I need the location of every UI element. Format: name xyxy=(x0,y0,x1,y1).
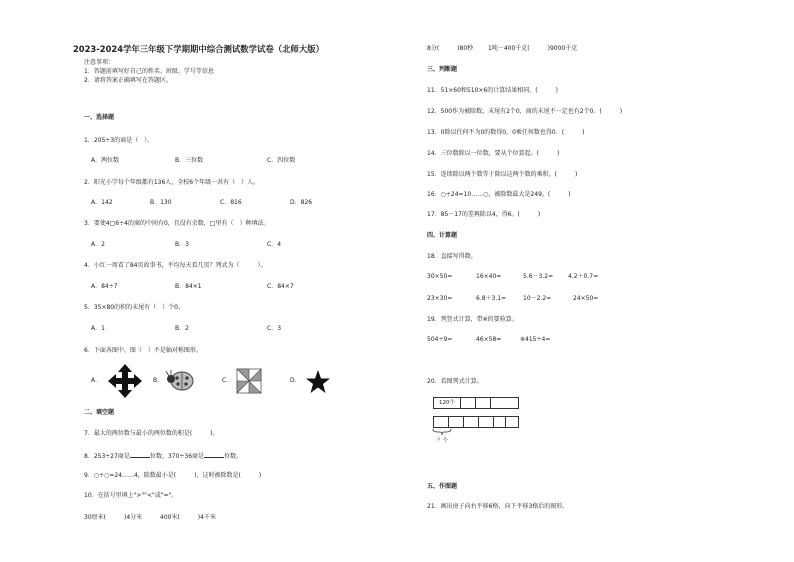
diagram-box-labeled: 120个 xyxy=(433,397,461,409)
option: B．3 xyxy=(175,241,189,248)
option: B．130 xyxy=(150,199,172,206)
diagram-box xyxy=(448,416,464,428)
question-stem: 18．直接写得数。 xyxy=(427,253,477,260)
option: B．2 xyxy=(175,325,189,332)
calc-item: 16×40= xyxy=(476,273,502,280)
option: A．两位数 xyxy=(91,157,120,164)
judge-item: 17．85－17的差再除以4，得6。( ) xyxy=(427,211,541,218)
diagram-box xyxy=(475,397,491,409)
option: A．142 xyxy=(91,199,113,206)
diagram-box xyxy=(433,416,449,428)
option: D． xyxy=(290,377,301,384)
brace-icon xyxy=(432,428,452,436)
section-heading: 三、判断题 xyxy=(427,66,458,73)
question-stem: 7．最大的两位数与最小的两位数的积是( )。 xyxy=(84,430,219,437)
question-stem: 4．小红一周看了84页故事书，平均每天看几页？列式为（ ）。 xyxy=(84,262,267,269)
option: A． xyxy=(91,377,102,384)
diagram-box xyxy=(490,397,519,409)
option: C．816 xyxy=(220,199,242,206)
judge-item: 15．连续除以两个数等于除以这两个数的乘积。( ) xyxy=(427,171,578,178)
compare-item: 30厘米( )4分米 xyxy=(84,514,143,521)
option: C．3 xyxy=(267,325,282,332)
option: B．84×1 xyxy=(175,283,202,290)
calc-item: 24×50= xyxy=(573,295,599,302)
option: B． xyxy=(153,377,164,384)
option: C． xyxy=(222,377,233,384)
judge-item: 14．三位数除以一位数，要从个位算起。( ) xyxy=(427,150,560,157)
section-heading: 四、计算题 xyxy=(427,232,458,239)
star-icon xyxy=(306,370,330,393)
question-stem: 8．253÷27商是 位数，370÷36商是 位数。 xyxy=(84,453,243,460)
question-stem: 21．画出房子向右平移6格，向下平移3格后的图形。 xyxy=(427,503,569,510)
note-item: 1．答题前填写好自己的姓名、班级、学号等信息 xyxy=(84,68,214,75)
diagram-box xyxy=(460,397,476,409)
calc-item: 504÷9= xyxy=(427,336,453,343)
diagram-box xyxy=(505,416,519,428)
diagram-box xyxy=(478,416,494,428)
option: D．826 xyxy=(290,199,313,206)
calc-item: 46×58= xyxy=(476,336,502,343)
judge-item: 12．500作为被除数，末尾有2个0，商的末尾不一定也有2个0。( ) xyxy=(427,108,623,115)
calc-item: 23×30= xyxy=(427,295,453,302)
option: C．四位数 xyxy=(267,157,296,164)
ladybug-icon xyxy=(165,367,197,393)
judge-item: 16．○÷24=10……○，被除数最大是249。( ) xyxy=(427,191,571,198)
question-stem: 6．下面各图中，图（ ）不是轴对称图形。 xyxy=(84,347,202,354)
calc-item: 10－2.2= xyxy=(523,295,552,302)
judge-item: 11．51×60和510×6的计算结果相同。( ) xyxy=(427,87,558,94)
option: A．2 xyxy=(91,241,105,248)
compare-item: 1吨－400千克( )9000千克 xyxy=(488,45,578,52)
question-stem: 3．要使4□6÷4的商的中间有0，且没有余数，□里有（ ）种填法。 xyxy=(84,220,270,227)
question-stem: 9．○÷○=24……4，除数最小是( )，这时被除数是( ) xyxy=(84,472,262,479)
notes-heading: 注意事项： xyxy=(84,59,115,66)
question-stem: 20．看图列式计算。 xyxy=(427,378,483,385)
calc-item: ※415÷4= xyxy=(520,336,551,343)
calc-item: 6.8＋3.1= xyxy=(476,295,507,302)
calc-item: 5.6－3.2= xyxy=(523,273,554,280)
section-heading: 一、选择题 xyxy=(84,114,115,121)
question-stem: 19．列竖式计算，带※的要验算。 xyxy=(427,316,518,323)
question-stem: 10．在括号里填上">""<"或"="。 xyxy=(84,492,178,499)
question-stem: 1．205÷3的商是（ ）。 xyxy=(84,137,154,144)
calc-item: 30×50= xyxy=(427,273,453,280)
option: C．4 xyxy=(267,241,282,248)
compare-item: 400米( )4千米 xyxy=(160,514,216,521)
option: B．三位数 xyxy=(175,157,204,164)
option: A．1 xyxy=(91,325,105,332)
note-item: 2．请将答案正确填写在答题区。 xyxy=(84,77,172,84)
pinwheel-icon xyxy=(236,368,262,394)
question-stem: 2．阳光小学每个年级都有136人，全校6个年级一共有（ ）人。 xyxy=(84,179,260,186)
question-stem: 5．35×80的积的末尾有（ ）个0。 xyxy=(84,304,184,311)
answer-blank[interactable] xyxy=(130,451,150,458)
compare-item: 8分( )80秒 xyxy=(427,45,474,52)
section-heading: 二、填空题 xyxy=(84,409,115,416)
judge-item: 13．0除以任何不为0的数得0，0乘任何数也得0．( ) xyxy=(427,129,585,136)
diagram-box xyxy=(463,416,479,428)
option: A．84÷7 xyxy=(91,283,118,290)
calc-item: 4.2＋0.7= xyxy=(568,273,599,280)
page-title: 2023-2024学年三年级下学期期中综合测试数学试卷（北师大版） xyxy=(72,44,325,54)
option: C．84×7 xyxy=(267,283,294,290)
diagram-label: ？个 xyxy=(437,438,449,444)
answer-blank[interactable] xyxy=(204,451,224,458)
section-heading: 五、作图题 xyxy=(427,483,458,490)
four-arrows-icon xyxy=(108,364,142,398)
